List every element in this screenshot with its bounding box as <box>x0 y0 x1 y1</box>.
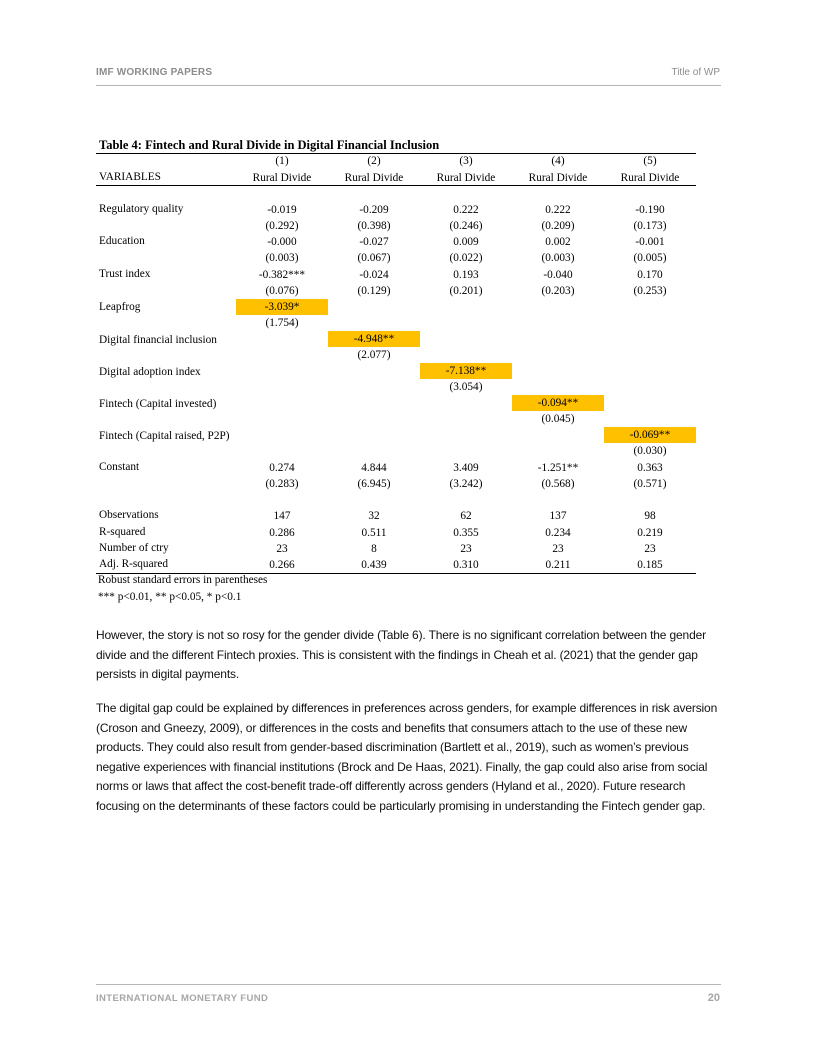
se-cell: (0.076) <box>265 285 299 297</box>
stat-cell: 0.355 <box>453 527 479 539</box>
se-cell: (0.398) <box>357 220 391 232</box>
se-cell: (6.945) <box>357 478 391 490</box>
table-row-se <box>96 347 696 363</box>
se-cell: (0.209) <box>541 220 575 232</box>
running-header-series: IMF WORKING PAPERS <box>96 67 213 78</box>
highlighted-coef-cell: -0.094** <box>512 395 604 411</box>
row-label: Observations <box>99 509 159 521</box>
row-label: Fintech (Capital raised, P2P) <box>99 430 230 442</box>
stat-cell: 23 <box>276 543 288 555</box>
highlighted-coef-cell: -0.069** <box>604 427 696 443</box>
highlighted-coef-cell: -3.039* <box>236 299 328 315</box>
stat-cell: 23 <box>644 543 656 555</box>
coef-cell: -0.027 <box>359 236 389 248</box>
table-row-se <box>96 379 696 395</box>
header-divider <box>96 85 721 86</box>
coef-cell: -0.190 <box>635 204 665 216</box>
se-cell: (1.754) <box>265 317 299 329</box>
header-bottom-rule <box>96 185 696 186</box>
row-label: Fintech (Capital invested) <box>99 398 217 410</box>
column-number: (5) <box>643 155 657 167</box>
row-label: Number of ctry <box>99 542 169 554</box>
stat-cell: 0.310 <box>453 559 479 571</box>
row-label: Trust index <box>99 268 151 280</box>
row-label: Education <box>99 235 145 247</box>
footer-organization: INTERNATIONAL MONETARY FUND <box>96 993 269 1004</box>
row-label: Regulatory quality <box>99 203 184 215</box>
table-note: Robust standard errors in parentheses <box>98 574 268 586</box>
column-name: Rural Divide <box>344 172 404 184</box>
column-name: Rural Divide <box>252 172 312 184</box>
table-row-digital-adoption-index <box>96 363 696 379</box>
highlighted-coef-cell: -4.948** <box>328 331 420 347</box>
stat-cell: 0.266 <box>269 559 295 571</box>
column-number-row <box>96 153 696 169</box>
coef-cell: 0.363 <box>637 462 663 474</box>
stat-cell: 8 <box>371 543 377 555</box>
table-row-se <box>96 476 696 492</box>
column-number: (1) <box>275 155 289 167</box>
se-cell: (0.568) <box>541 478 575 490</box>
stat-cell: 0.211 <box>545 559 571 571</box>
row-label: R-squared <box>99 526 146 538</box>
row-label: Leapfrog <box>99 301 141 313</box>
se-cell: (0.246) <box>449 220 483 232</box>
se-cell: (0.283) <box>265 478 299 490</box>
se-cell: (3.242) <box>449 478 483 490</box>
se-cell: (0.129) <box>357 285 391 297</box>
se-cell: (3.054) <box>449 381 483 393</box>
coef-cell: -0.001 <box>635 236 665 248</box>
table-row-se <box>96 218 696 234</box>
row-label: Constant <box>99 461 140 473</box>
se-cell: (0.571) <box>633 478 667 490</box>
stat-cell: 23 <box>552 543 564 555</box>
table-row-leapfrog <box>96 299 696 315</box>
se-cell: (0.003) <box>541 252 575 264</box>
table-title: Table 4: Fintech and Rural Divide in Digital Financial Inclusion <box>99 138 440 152</box>
se-cell: (0.201) <box>449 285 483 297</box>
coef-cell: 0.170 <box>637 269 663 281</box>
running-header-title: Title of WP <box>671 67 720 78</box>
stat-cell: 0.219 <box>637 527 663 539</box>
row-label: Adj. R-squared <box>99 558 169 570</box>
body-paragraph: The digital gap could be explained by differences in preferences across genders, for example differences in risk aversion (Croson and Gneezy, 2009), or differences in the costs and benefits that consumers attach to the use of these new products. They could also result from gender-based discrimination (Bartlett et al., 2019), such as women’s previous negative experiences with financial institutions (Brock and De Haas, 2021). Finally, the gap could also arise from social norms or laws that affect the cost-benefit trade-off differently across genders (Hyland et al., 2020). Future research focusing on the determinants of these factors could be particularly promising in understanding the Fintech gender gap. <box>96 701 718 813</box>
se-cell: (0.030) <box>633 445 667 457</box>
table-row-trust-index <box>96 267 696 283</box>
row-label: Digital adoption index <box>99 366 201 378</box>
table-row-r-squared <box>96 525 696 541</box>
coef-cell: 0.009 <box>453 236 479 248</box>
variables-header: VARIABLES <box>99 171 161 183</box>
stat-cell: 147 <box>273 510 291 522</box>
coef-cell: -0.209 <box>359 204 389 216</box>
coef-cell: 0.222 <box>453 204 479 216</box>
table-row-se <box>96 443 696 459</box>
se-cell: (0.045) <box>541 413 575 425</box>
stat-cell: 0.234 <box>545 527 571 539</box>
column-name: Rural Divide <box>620 172 680 184</box>
table-row-se <box>96 411 696 427</box>
se-cell: (0.005) <box>633 252 667 264</box>
se-cell: (0.292) <box>265 220 299 232</box>
stat-cell: 98 <box>644 510 656 522</box>
stat-cell: 0.286 <box>269 527 295 539</box>
column-number: (2) <box>367 155 381 167</box>
se-cell: (0.173) <box>633 220 667 232</box>
table-row-se <box>96 315 696 331</box>
coef-cell: -1.251** <box>537 462 579 474</box>
stat-cell: 62 <box>460 510 472 522</box>
coef-cell: -0.040 <box>543 269 573 281</box>
se-cell: (0.253) <box>633 285 667 297</box>
column-number: (3) <box>459 155 473 167</box>
table-row-education <box>96 234 696 250</box>
coef-cell: -0.382*** <box>258 269 306 281</box>
stat-cell: 0.511 <box>361 527 387 539</box>
se-cell: (0.203) <box>541 285 575 297</box>
coef-cell: 3.409 <box>453 462 479 474</box>
se-cell: (0.022) <box>449 252 483 264</box>
table-row-digital-financial-inclusion <box>96 331 696 347</box>
se-cell: (2.077) <box>357 349 391 361</box>
coef-cell: 4.844 <box>361 462 387 474</box>
coef-cell: 0.222 <box>545 204 571 216</box>
page-number: 20 <box>707 992 720 1004</box>
stat-cell: 0.439 <box>361 559 387 571</box>
highlighted-coef-cell: -7.138** <box>420 363 512 379</box>
coef-cell: 0.193 <box>453 269 479 281</box>
coef-cell: -0.019 <box>267 204 297 216</box>
stat-cell: 137 <box>549 510 567 522</box>
footer-divider <box>96 984 721 985</box>
se-cell: (0.003) <box>265 252 299 264</box>
table-row-se <box>96 250 696 266</box>
column-name: Rural Divide <box>528 172 588 184</box>
column-name: Rural Divide <box>436 172 496 184</box>
stat-cell: 23 <box>460 543 472 555</box>
body-paragraph: However, the story is not so rosy for the gender divide (Table 6). There is no significant correlation between the gender divide and the different Fintech proxies. This is consistent with the findings in Cheah et al. (2021) that the gender gap persists in digital payments. <box>96 628 706 681</box>
stat-cell: 0.185 <box>637 559 663 571</box>
table-row-constant <box>96 460 696 476</box>
coef-cell: 0.274 <box>269 462 295 474</box>
column-number: (4) <box>551 155 565 167</box>
table-row-fintech-capital-invested <box>96 395 696 411</box>
coef-cell: -0.000 <box>267 236 297 248</box>
se-cell: (0.067) <box>357 252 391 264</box>
coef-cell: 0.002 <box>545 236 571 248</box>
coef-cell: -0.024 <box>359 269 389 281</box>
table-row-regulatory-quality <box>96 202 696 218</box>
stat-cell: 32 <box>368 510 380 522</box>
row-label: Digital financial inclusion <box>99 334 217 346</box>
table-row-adj-r-squared <box>96 557 696 573</box>
column-header-row <box>96 170 696 186</box>
table-note: *** p<0.01, ** p<0.05, * p<0.1 <box>98 591 242 603</box>
table-row-fintech-capital-raised <box>96 427 696 443</box>
table-row-number-of-ctry <box>96 541 696 557</box>
table-row-se <box>96 283 696 299</box>
table-row-observations <box>96 508 696 524</box>
